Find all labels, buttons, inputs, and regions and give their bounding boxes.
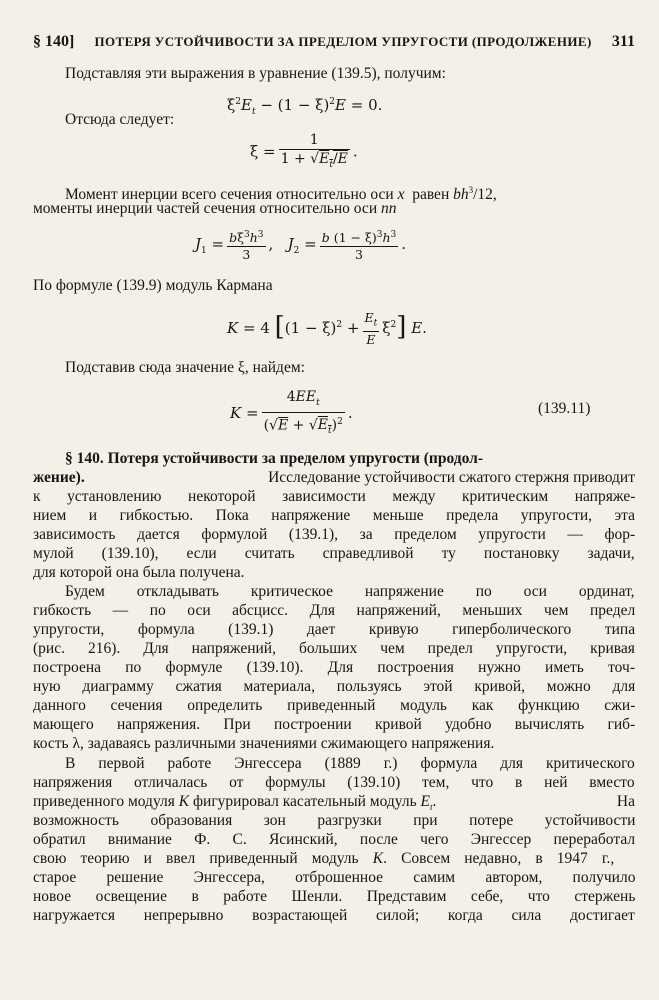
s140-line-9: упругости, формула (139.1) дает кривую гиперболического типа bbox=[33, 621, 636, 638]
text-line-1: Подставляя эти выражения в уравнение (139.5), получим: bbox=[65, 65, 446, 82]
s140-line-4: зависимость дается формулой (139.1), за пределом упругости — фор- bbox=[33, 526, 636, 543]
equation-139-11: K = $\frac{4EE_t}{(√E + √E_t)^2}$ . bbox=[230, 389, 353, 437]
header-section: § 140] bbox=[33, 33, 75, 50]
s140-line-1: жение). Исследование устойчивости сжатого стержня приводит bbox=[33, 469, 635, 486]
s140-line-24: нагружается непрерывно возрастающей силой; когда сила достигает bbox=[33, 907, 635, 924]
s140-line-15: кость λ, задаваясь различными значениями сжимающего напряжения. bbox=[33, 735, 495, 752]
header-page-number: 311 bbox=[611, 33, 635, 50]
s140-line-20: обратил внимание Ф. С. Ясинский, после чего Энгессер переработал bbox=[33, 831, 636, 848]
s140-line-17: напряжения отличалась от формулы (139.10) тем, что в ней вместо bbox=[33, 774, 635, 791]
section-heading: § 140. Потеря устойчивости за пределом упругости (продол- bbox=[65, 450, 484, 467]
text-line-2: Отсюда следует: bbox=[65, 111, 175, 128]
s140-line-7: Будем откладывать критическое напряжение по оси ординат, bbox=[65, 583, 635, 600]
s140-line-21: свою теорию и ввел приведенный модуль K. Совсем недавно, в 1947 г., bbox=[33, 850, 615, 867]
s140-line-5: мулой (139.10), если считать справедливой ту постановку задачи, bbox=[33, 545, 635, 562]
s140-line-19: возможность образования зон разгрузки при потере устойчивости bbox=[33, 812, 636, 829]
equation-moments: $J_1$ = $\frac{b\xi^3h^3}{3}$ , $J_2$ = $\frac{b (1 - \xi)^3h^3}{3}$ . bbox=[195, 226, 406, 269]
text-line-4: моменты инерции частей сечения относительно оси nn bbox=[33, 200, 397, 217]
s140-line-6: для которой она была получена. bbox=[33, 564, 245, 581]
equation-xi-quadratic: $\xi^2E_t - (1 - \xi)^2E = 0$. bbox=[227, 96, 383, 117]
header-title: ПОТЕРЯ УСТОЙЧИВОСТИ ЗА ПРЕДЕЛОМ УПРУГОСТИ (ПРОДОЛЖЕНИЕ) bbox=[94, 34, 592, 49]
s140-line-22: старое решение Энгессера, отброшенное самим автором, получило bbox=[33, 869, 636, 886]
s140-line-13: данного сечения определить приведенный модуль как функцию сжи- bbox=[33, 697, 636, 714]
s140-line-11: построена по формуле (139.10). Для построения нужно иметь точ- bbox=[33, 659, 635, 676]
s140-line-3: нием и гибкостью. Пока напряжение меньше предела упругости, эта bbox=[33, 507, 636, 524]
running-header bbox=[33, 33, 635, 51]
equation-karman-modulus: K = 4 [$(1 - \xi)^2$ + $\frac{E_t}{E}$ $\xi^2$] E. bbox=[227, 309, 427, 348]
equation-number: (139.11) bbox=[538, 400, 591, 417]
s140-line-23: новое освещение в работе Шенли. Представим себе, что стержень bbox=[33, 888, 636, 905]
s140-line-12: ную диаграмму сжатия материала, пользуясь этой кривой, можно для bbox=[33, 678, 636, 695]
s140-line-10: (рис. 216). Для напряжений, больших чем предел упругости, кривая bbox=[33, 640, 635, 657]
s140-line-16: В первой работе Энгессера (1889 г.) формула для критического bbox=[65, 755, 635, 772]
s140-line-2: к установлению некоторой зависимости между критическим напряже- bbox=[33, 488, 636, 505]
text-line-5: По формуле (139.9) модуль Кармана bbox=[33, 277, 273, 294]
text-line-6: Подставив сюда значение ξ, найдем: bbox=[65, 359, 305, 376]
s140-line-14: мающего напряжения. При построении кривой удобно вычислять гиб- bbox=[33, 716, 636, 733]
s140-line-8: гибкость — по оси абсцисс. Для напряжений, меньших чем предел bbox=[33, 602, 636, 619]
s140-line-18: приведенного модуля K фигурировал касательный модуль $E_t$. На bbox=[33, 793, 635, 813]
equation-xi-solution: ξ = $\frac{1}{1 + √E_t/E}$ . bbox=[250, 132, 358, 170]
text-line-3: Момент инерции всего сечения относительно оси x равен $bh^3/12$, bbox=[65, 185, 497, 204]
